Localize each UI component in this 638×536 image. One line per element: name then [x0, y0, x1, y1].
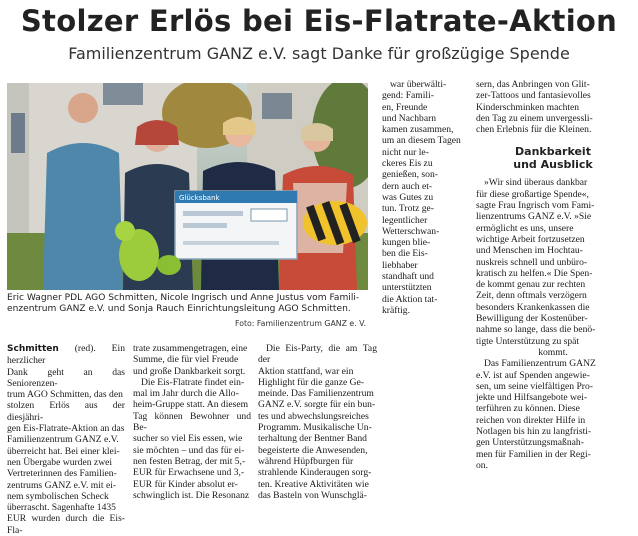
text-line: liebhaber: [382, 259, 418, 271]
text-line: gen Unterstützungsmaßnah-: [476, 437, 584, 449]
text-line: sie möchten – und das für ei-: [133, 444, 245, 456]
text-line: jekte und Hilfsangebote wei-: [476, 392, 588, 404]
text-line: Die Eis-Party, die am Tag der: [258, 343, 377, 366]
text-line: (red). Ein herzlicher: [7, 343, 125, 367]
text-line: reichen von direkter Hilfe in: [476, 414, 586, 426]
photo-credit: Foto: Familienzentrum GANZ e. V.: [235, 319, 366, 328]
text-line: gen Eis-Flatrate-Aktion an das: [7, 423, 125, 435]
text-line: GANZ e.V. sorgte für ein bun-: [258, 399, 376, 411]
check-bank-name: Glücksbank: [179, 194, 220, 202]
text-line: dern auch et-: [382, 180, 433, 192]
column-3: [258, 343, 377, 501]
text-line: strahlende Kinderaugen sorg-: [258, 467, 372, 479]
section-heading-line: und Ausblick: [513, 158, 593, 172]
text-line: terhaltung der Bentner Band: [258, 433, 367, 445]
text-line: zer-Tattoos und fantasievolles: [476, 90, 591, 102]
text-line: nen Übergabe wurden zwei: [7, 456, 113, 468]
text-line: on.: [476, 459, 488, 471]
text-line: Zeit, denn oftmals verzögern: [476, 290, 587, 302]
text-line: überrascht. Sagenhafte 1435: [7, 502, 116, 514]
text-line: mal im Jahr durch die Allo-: [133, 388, 239, 400]
text-line: sucher so viel Eis essen, wie: [133, 433, 243, 445]
column-right: [476, 79, 630, 471]
text-line: gend: Famili-: [382, 90, 434, 102]
caption-line: Eric Wagner PDL AGO Schmitten, Nicole Ingrisch und Anne Justus vom Famili-: [7, 293, 360, 303]
text-line: kratisch zu helfen.« Die Spen-: [476, 267, 593, 279]
text-line: en, Freunde: [382, 101, 428, 113]
text-line: stolzen Erlös aus der diesjähri-: [7, 400, 125, 423]
text-line: kamen zusammen,: [382, 124, 454, 136]
text-line: ckeres Eis zu: [382, 158, 433, 170]
text-line: kräftig.: [382, 304, 410, 316]
text-line: men für Familien in der Regi-: [476, 448, 591, 460]
text-line: Die Eis-Flatrate findet ein-: [141, 376, 245, 388]
text-line: begeisterte die Anwesenden,: [258, 444, 368, 456]
text-line: und Menschen im Hochtau-: [476, 245, 583, 257]
text-line: und Nachbarn: [382, 112, 437, 124]
text-line: EUR für Kinder absolut er-: [133, 478, 238, 490]
text-line: Bewilligung der Kostenüber-: [476, 313, 588, 325]
text-line: kungen blie-: [382, 237, 431, 249]
section-heading: [476, 145, 630, 171]
text-line: nahme so lange, dass die benö-: [476, 324, 596, 336]
handover-photo-illustration: [7, 83, 368, 290]
text-line: während Hüpfburgen für: [258, 455, 354, 467]
text-line: und große Dankbarkeit sorgt.: [133, 365, 246, 377]
text-line: unterstützten: [382, 282, 432, 294]
text-line: war überwälti-: [390, 79, 447, 90]
text-line: e.V. ist auf Spenden angewie-: [476, 369, 590, 381]
text-line: Vertreterinnen des Familien-: [7, 468, 117, 480]
column-1: [7, 343, 125, 536]
column-2: [133, 343, 251, 501]
text-line: standhaft und: [382, 271, 434, 283]
text-line: terführen zu können. Diese: [476, 403, 580, 415]
text-line: meinde. Das Familienzentrum: [258, 388, 374, 400]
text-line: chen Erlebnis für die Kleinen.: [476, 124, 592, 136]
text-line: de kommt genau zur rechten: [476, 279, 586, 291]
text-line: ten. Kreative Aktivitäten wie: [258, 478, 369, 490]
text-line: nem symbolischen Scheck: [7, 490, 109, 502]
text-line: nicht nur le-: [382, 146, 429, 158]
text-line: Familienzentrum GANZ e.V.: [7, 434, 119, 446]
text-line: lienzentrums GANZ e.V. »Sie: [476, 211, 592, 223]
text-line: trum AGO Schmitten, das den: [7, 389, 123, 401]
text-line: Notlagen bis hin zu langfristi-: [476, 426, 592, 438]
text-line: schwinglich ist. Die Resonanz: [133, 489, 250, 501]
text-line: wichtige Arbeit fortzusetzen: [476, 233, 585, 245]
section-heading-line: Dankbarkeit: [515, 145, 591, 159]
text-line: »Wir sind überaus dankbar: [484, 177, 588, 189]
text-line: kommt.: [538, 346, 568, 358]
headline: Stolzer Erlös bei Eis-Flatrate-Aktion: [20, 4, 618, 38]
text-line: Wetterschwan-: [382, 225, 440, 237]
column-photo-right: [382, 79, 462, 316]
text-line: die Aktion tat-: [382, 293, 438, 305]
photo-caption: [7, 293, 369, 315]
text-line: legentlicher: [382, 214, 428, 226]
caption-line: enzentrum GANZ e.V. und Sonja Rauch Einrichtungsleitung AGO Schmitten.: [7, 304, 351, 314]
text-line: überreicht hat. Bei einer klei-: [7, 445, 120, 457]
text-line: sagte Frau Ingrisch vom Fami-: [476, 200, 595, 212]
text-line: tun. Trotz ge-: [382, 203, 434, 215]
text-line: Dank geht an das Seniorenzen-: [7, 366, 125, 389]
text-line: heim-Gruppe statt. An diesem: [133, 399, 249, 411]
text-line: nuskreis schnell und unbüro-: [476, 256, 588, 268]
text-line: ben die Eis-: [382, 248, 428, 260]
text-line: Aktion stattfand, war ein: [258, 365, 354, 377]
text-line: Summe, die für viel Freude: [133, 354, 239, 366]
text-line: genießen, son-: [382, 169, 438, 181]
text-line: Tag können Bewohner und Be-: [133, 410, 251, 434]
text-line: ermöglicht es uns, unsere: [476, 222, 574, 234]
dateline-place: Schmitten: [7, 344, 59, 354]
text-line: nen festen Betrag, der mit 5,-: [133, 455, 246, 467]
text-line: Kinderschminken machten: [476, 101, 580, 113]
text-line: Programm. Musikalische Un-: [258, 422, 372, 434]
text-line: trate zusammengetragen, eine: [133, 343, 248, 354]
text-line: Das Familienzentrum GANZ: [484, 358, 596, 370]
text-line: Highlight für die ganze Ge-: [258, 376, 365, 388]
text-line: besonders Krankenkassen die: [476, 301, 590, 313]
text-line: tigte Unterstützung zu spät: [476, 335, 580, 347]
text-line: tes und abwechslungsreiches: [258, 410, 369, 422]
text-line: für diese großartige Spende«,: [476, 188, 589, 200]
text-line: sen, um seine vielfältigen Pro-: [476, 380, 593, 392]
text-line: was Gutes zu: [382, 191, 434, 203]
text-line: den Tag zu einem unvergessli-: [476, 112, 593, 124]
text-line: zentrums GANZ e.V. mit ei-: [7, 479, 117, 491]
handover-photo: [7, 83, 368, 290]
text-line: das Basteln von Wunschglä-: [258, 489, 367, 501]
text-line: sern, das Anbringen von Glit-: [476, 79, 590, 90]
text-line: EUR wurden durch die Eis-Fla-: [7, 513, 125, 536]
subheadline: Familienzentrum GANZ e.V. sagt Danke für großzügige Spende: [68, 44, 570, 63]
text-line: um an diesem Tagen: [382, 135, 461, 147]
text-line: EUR für Erwachsene und 3,-: [133, 467, 245, 479]
